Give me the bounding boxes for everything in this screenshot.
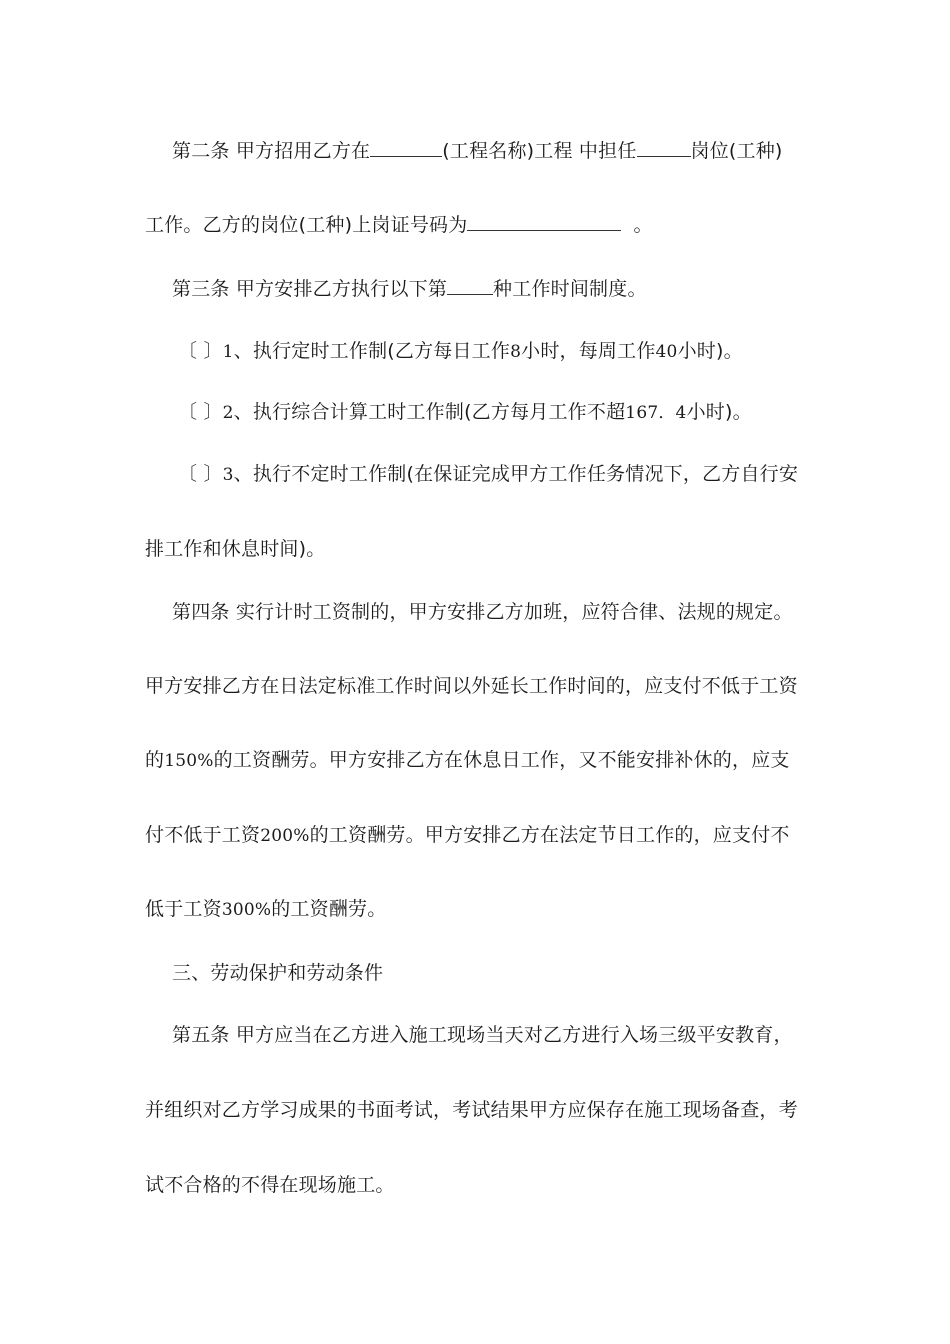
article-3-line-1 <box>172 276 647 302</box>
article-2-line-2 <box>145 212 653 238</box>
option-2-number: 2 <box>222 403 234 423</box>
option-2-checkbox: 〔 〕 <box>178 401 223 423</box>
article-5-line-2 <box>145 1097 798 1123</box>
section-heading-text: 三、劳动保护和劳动条件 <box>172 962 384 984</box>
option-1-text: 小时)。 <box>677 340 743 362</box>
article-4-line-1 <box>172 599 793 625</box>
work-system-blank <box>447 276 493 295</box>
article-4-line-4 <box>145 822 790 849</box>
article-2-text: 岗位(工种) <box>690 140 783 162</box>
article-3-text: 种工作时间制度。 <box>493 278 647 300</box>
option-3-checkbox: 〔 〕 <box>178 463 223 485</box>
article-4-text: 甲方安排乙方在日法定标准工作时间以外延长工作时间的，应支付不低于工资 <box>145 675 798 697</box>
weekly-hours: 40 <box>655 342 678 362</box>
article-4-text: 第四条 实行计时工资制的，甲方安排乙方加班，应符合律、法规的规定。 <box>172 601 793 623</box>
article-3-text: 第三条 甲方安排乙方执行以下第 <box>172 278 448 300</box>
option-3 <box>178 461 798 488</box>
project-name-blank <box>370 138 442 157</box>
overtime-rate-300: 300% <box>221 900 272 920</box>
option-1-text: 、执行定时工作制(乙方每日工作 <box>233 340 511 362</box>
article-2-text: 。 <box>633 214 653 236</box>
option-2 <box>178 399 752 426</box>
article-4-text: 的工资酬劳。 <box>271 898 387 920</box>
option-1-number: 1 <box>222 342 234 362</box>
option-3-text: 、执行不定时工作制(在保证完成甲方工作任务情况下，乙方自行安 <box>233 463 799 485</box>
option-1-text: 小时，每周工作 <box>521 340 656 362</box>
article-4-text: 的工资酬劳。甲方安排乙方在法定节日工作的，应支付不 <box>309 824 790 846</box>
article-2-text: (工程名称)工程 中担任 <box>442 140 637 162</box>
certificate-number-blank <box>467 212 621 231</box>
article-2-line-1 <box>172 138 783 164</box>
article-5-line-3 <box>145 1172 395 1198</box>
article-2-text: 第二条 甲方招用乙方在 <box>172 140 371 162</box>
daily-hours: 8 <box>510 342 522 362</box>
option-2-text: 、执行综合计算工时工作制(乙方每月工作不超 <box>233 401 626 423</box>
article-4-line-2 <box>145 673 798 699</box>
option-1 <box>178 338 743 365</box>
article-4-text: 的工资酬劳。甲方安排乙方在休息日工作，又不能安排补休的，应支 <box>213 749 790 771</box>
article-5-text: 第五条 甲方应当在乙方进入施工现场当天对乙方进行入场三级平安教育， <box>172 1024 793 1046</box>
article-2-text: 工作。乙方的岗位(工种)上岗证号码为 <box>145 214 468 236</box>
article-5-line-1 <box>172 1022 793 1048</box>
section-3-heading <box>172 960 383 986</box>
article-4-line-5 <box>145 896 386 923</box>
option-3-number: 3 <box>222 465 234 485</box>
option-1-checkbox: 〔 〕 <box>178 340 223 362</box>
article-4-text: 付不低于工资 <box>145 824 261 846</box>
article-4-line-3 <box>145 747 790 774</box>
position-blank <box>637 138 691 157</box>
article-5-text: 试不合格的不得在现场施工。 <box>145 1174 395 1196</box>
option-2-text: 小时)。 <box>686 401 752 423</box>
overtime-rate-200: 200% <box>260 826 310 846</box>
overtime-rate-150: 150% <box>164 751 214 771</box>
article-4-text: 低于工资 <box>145 898 222 920</box>
option-3-text: 排工作和休息时间)。 <box>145 538 326 560</box>
monthly-hours: 167．4 <box>625 403 687 423</box>
article-5-text: 并组织对乙方学习成果的书面考试，考试结果甲方应保存在施工现场备查，考 <box>145 1099 798 1121</box>
option-3-line-2 <box>145 536 325 562</box>
article-4-text: 的 <box>145 749 165 771</box>
